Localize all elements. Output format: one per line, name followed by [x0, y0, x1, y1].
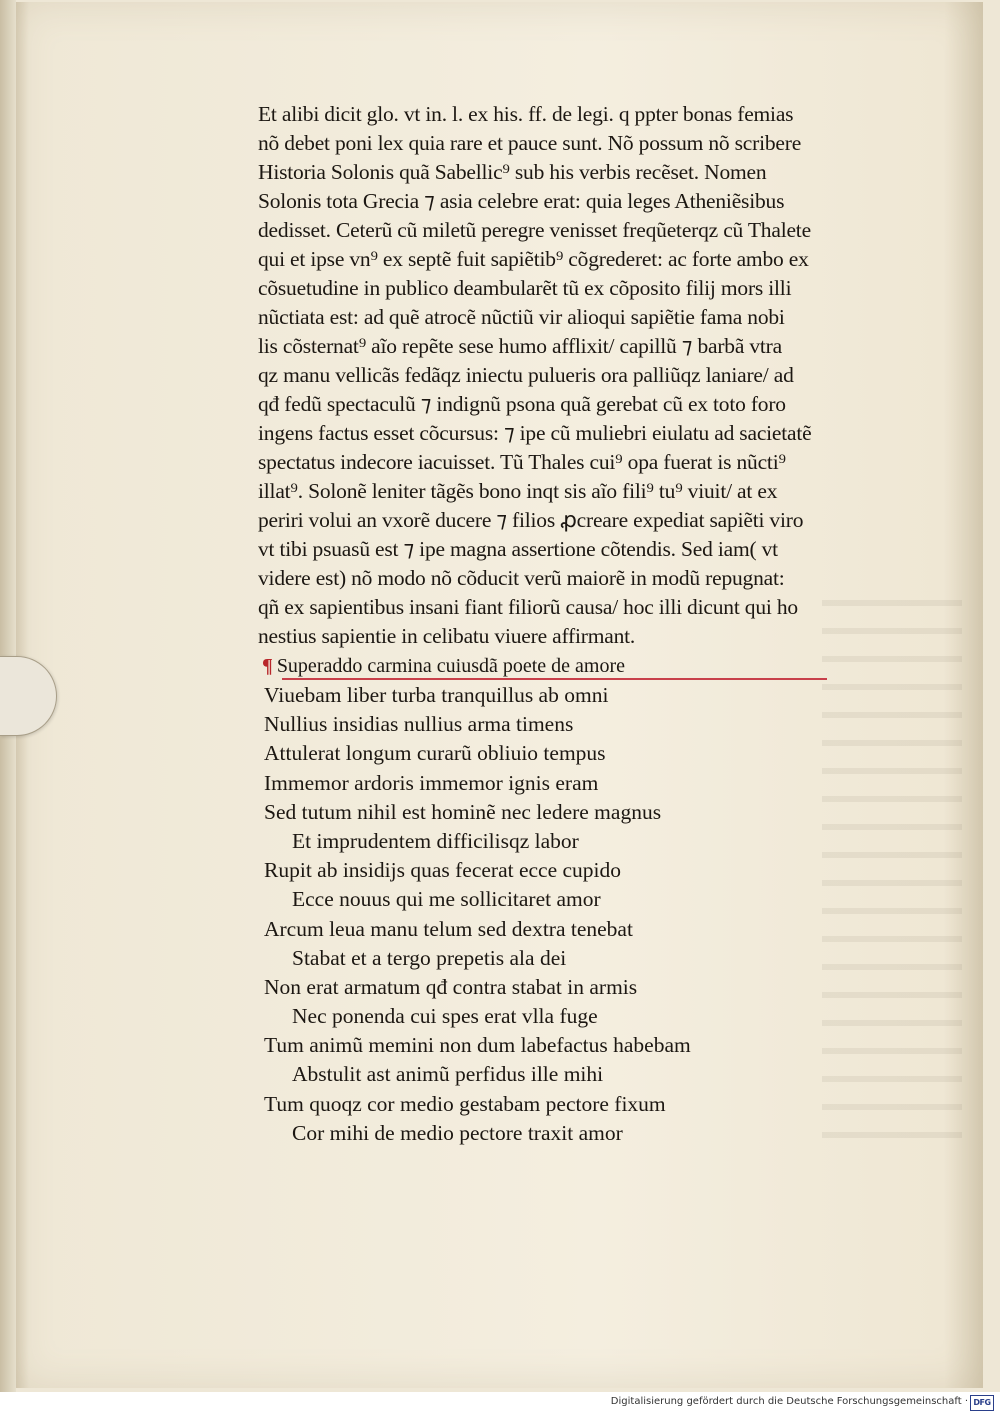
- verse-line: Ecce nouus qui me sollicitaret amor: [292, 887, 601, 912]
- text-line: nestius sapientie in celibatu viuere affirmant.: [258, 624, 636, 648]
- text-line: dedisset. Ceterũ cũ miletũ peregre venisset freqũeterqz cũ Thalete: [258, 218, 811, 242]
- verse-line: Cor mihi de medio pectore traxit amor: [292, 1120, 623, 1145]
- text-line: illat⁹. Solonẽ leniter tãgẽs bono inqt sis aĩo fili⁹ tu⁹ viuit/ at ex: [258, 479, 778, 503]
- red-underline-rule: [282, 678, 827, 680]
- text-line: periri volui an vxorẽ ducere ⁊ filios ꝓcreare expediat sapiẽti viro: [258, 508, 804, 532]
- rubric-heading: [262, 651, 938, 681]
- verse-line: Tum quoqz cor medio gestabam pectore fixum: [264, 1091, 666, 1116]
- prose-paragraph: [258, 100, 938, 651]
- text-line: qđ fedũ spectaculũ ⁊ indignũ psona quã gerebat cũ ex toto foro: [258, 392, 786, 416]
- text-line: Et alibi dicit glo. vt in. l. ex his. ff. de legi. q ppter bonas femias: [258, 102, 794, 126]
- text-line: qz manu vellicãs fedãqz iniectu pulueris ora palliũqz laniare/ ad: [258, 363, 794, 387]
- verse-line: Arcum leua manu telum sed dextra tenebat: [264, 916, 633, 941]
- text-line: nũctiata est: ad quẽ atrocẽ nũctiũ vir alioqui sapiẽtie fama nobi: [258, 305, 785, 329]
- pilcrow-mark: ¶: [262, 655, 273, 677]
- verse-line: Stabat et a tergo prepetis ala dei: [292, 945, 567, 970]
- text-line: qui et ipse vn⁹ ex septẽ fuit sapiẽtib⁹ cõgrederet: ac forte ambo ex: [258, 247, 809, 271]
- verse-line: Nullius insidias nullius arma timens: [264, 712, 574, 737]
- text-line: nõ debet poni lex quia rare et pauce sunt. Nõ possum nõ scribere: [258, 131, 802, 155]
- text-line: spectatus indecore iacuisset. Tũ Thales cui⁹ opa fuerat is nũcti⁹: [258, 450, 786, 474]
- verse-line: Non erat armatum qđ contra stabat in armis: [264, 974, 638, 999]
- verse-line: Attulerat longum curarũ obliuio tempus: [264, 741, 606, 766]
- text-line: ingens factus esset cõcursus: ⁊ ipe cũ muliebri eiulatu ad sacietatẽ: [258, 421, 812, 445]
- funding-credit-text: Digitalisierung gefördert durch die Deutsche Forschungsgemeinschaft ·: [610, 1396, 968, 1407]
- text-line: lis cõsternat⁹ aĩo repẽte sese humo afflixit/ capillũ ⁊ barbã vtra: [258, 334, 782, 358]
- verse-line: Sed tutum nihil est hominẽ nec ledere magnus: [264, 799, 662, 824]
- text-line: videre est) nõ modo nõ cõducit verũ maiorẽ in modũ repugnat:: [258, 566, 785, 590]
- digitization-footer: [0, 1392, 1000, 1416]
- rubric-heading-text: Superaddo carmina cuiusdã poete de amore: [276, 655, 626, 677]
- verse-line: Nec ponenda cui spes erat vlla fuge: [292, 1004, 598, 1029]
- verse-line: Rupit ab insidijs quas fecerat ecce cupido: [264, 858, 622, 883]
- dfg-logo: DFG: [970, 1395, 994, 1411]
- verse-line: Abstulit ast animũ perfidus ille mihi: [292, 1062, 604, 1087]
- text-line: Historia Solonis quã Sabellic⁹ sub his verbis recẽset. Nomen: [258, 160, 767, 184]
- verse-line: Et imprudentem difficilisqz labor: [292, 828, 579, 853]
- text-line: Solonis tota Grecia ⁊ asia celebre erat: quia leges Atheniẽsibus: [258, 189, 785, 213]
- text-block: [258, 100, 938, 1148]
- verse-line: Viuebam liber turba tranquillus ab omni: [264, 683, 609, 707]
- text-line: qñ ex sapientibus insani fiant filiorũ causa/ hoc illi dicunt qui ho: [258, 595, 798, 619]
- verse-line: Tum animũ memini non dum labefactus habebam: [264, 1033, 691, 1058]
- poem-verses: [258, 681, 938, 1148]
- text-line: vt tibi psuasũ est ⁊ ipe magna assertione cõtendis. Sed iam( vt: [258, 537, 778, 561]
- text-line: cõsuetudine in publico deambularẽt tũ ex cõposito filij mors illi: [258, 276, 792, 300]
- verse-line: Immemor ardoris immemor ignis eram: [264, 770, 599, 795]
